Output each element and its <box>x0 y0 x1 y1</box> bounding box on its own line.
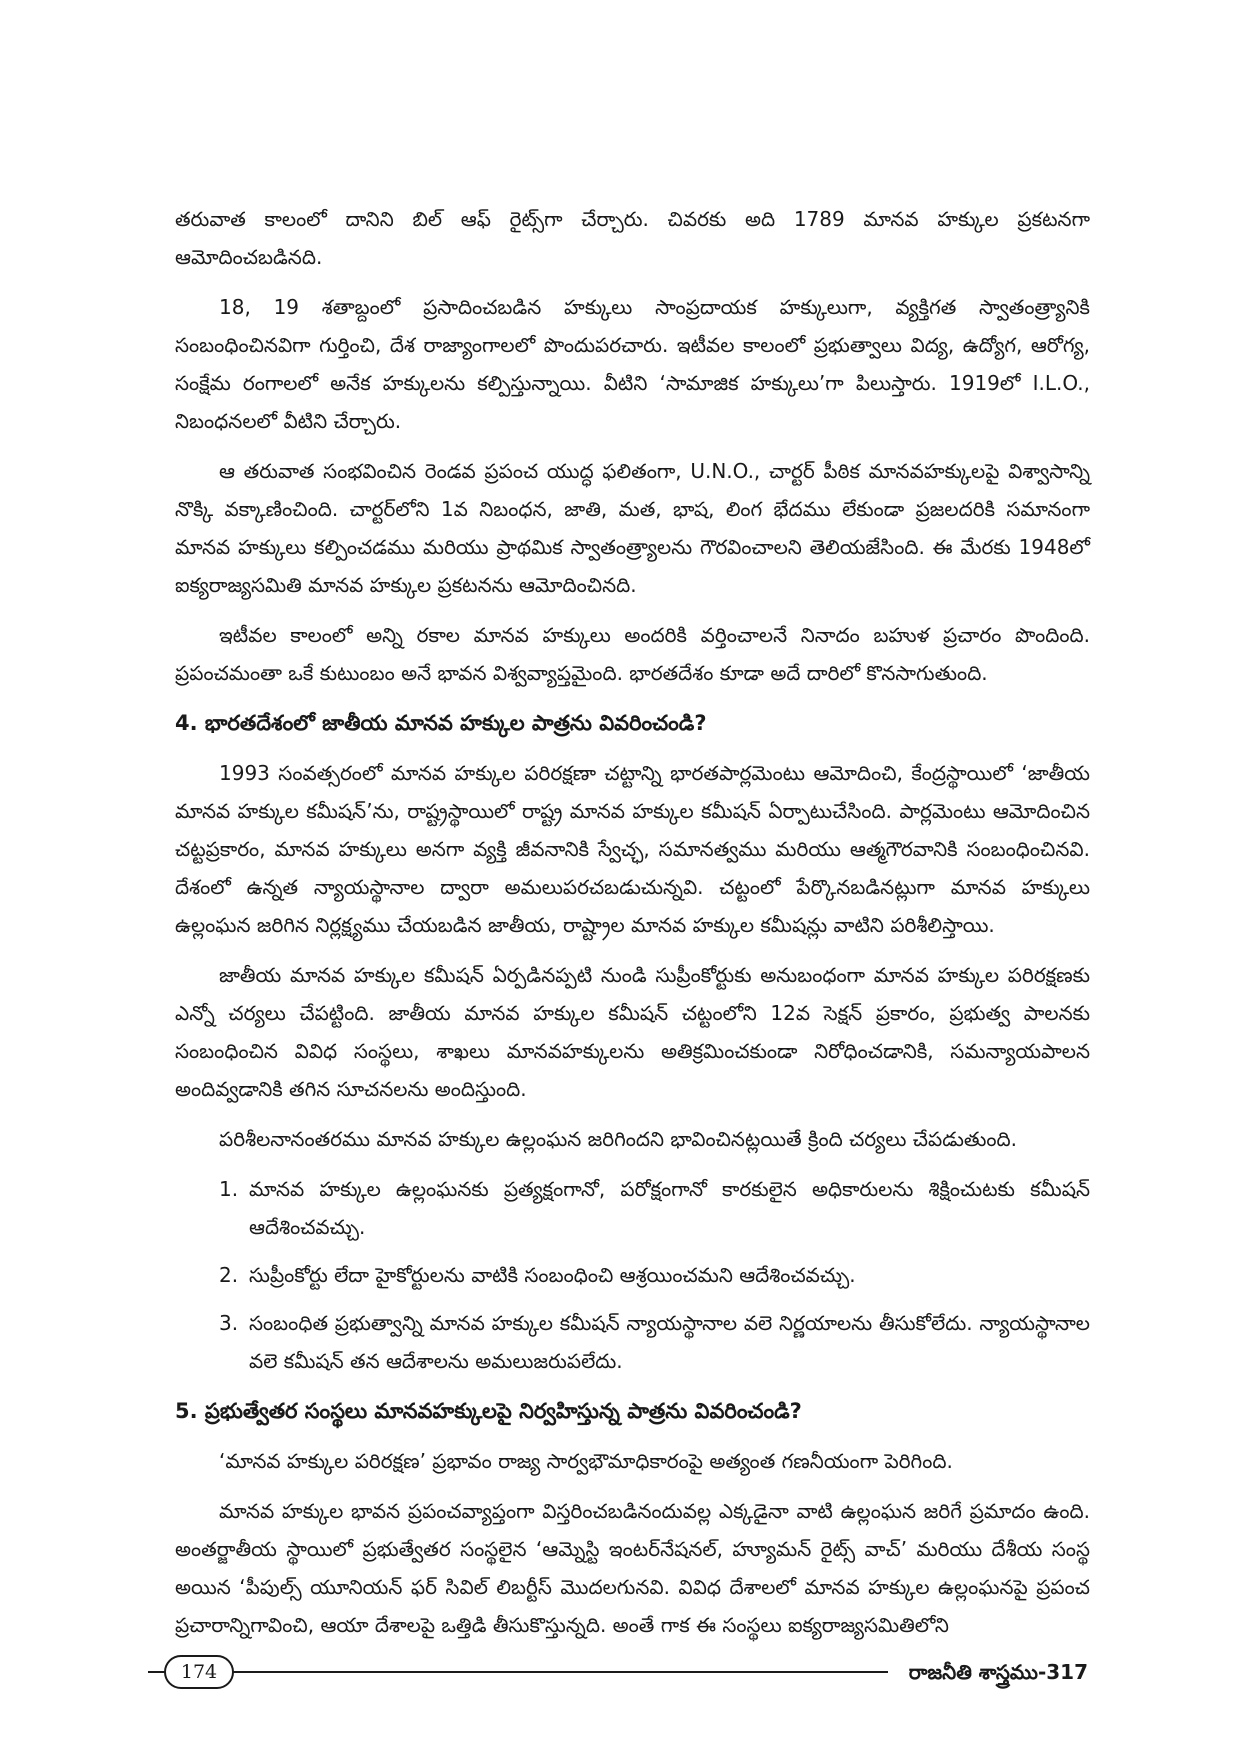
list-item <box>219 1170 1090 1246</box>
page-body <box>175 200 1090 1656</box>
list-item-text: మానవ హక్కుల ఉల్లంఘనకు ప్రత్యక్షంగానో, పరోక్షంగానో కారకులైన అధికారులను శిక్షించుటకు కమీషన్ ఆదేశించవచ్చు. <box>249 1177 1090 1239</box>
list-item-text: సుప్రీంకోర్టు లేదా హైకోర్టులను వాటికి సంబంధించి ఆశ్రయించమని ఆదేశించవచ్చు. <box>249 1263 856 1287</box>
paragraph: ‘మానవ హక్కుల పరిరక్షణ’ ప్రభావం రాజ్య సార్వభౌమాధికారంపై అత్యంత గణనీయంగా పెరిగింది. <box>219 1449 953 1473</box>
paragraph: ఆ తరువాత సంభవించిన రెండవ ప్రపంచ యుద్ధ ఫలితంగా, U.N.O., చార్టర్ పీఠిక మానవహక్కులపై విశ్వాసాన్ని నొక్కి వక్కాణించింది. చార్టర్‌లోని 1వ నిబంధన, జాతి, మత, భాష, లింగ భేదము లేకుండా ప్రజలదరికి సమానంగా మానవ హక్కులు కల్పించడము మరియు ప్రాథమిక స్వాతంత్ర్యాలను గౌరవించాలని తెలియజేసింది. ఈ మేరకు 1948లో ఐక్యరాజ్యసమితి మానవ హక్కుల ప్రకటనను ఆమోదించినది. <box>175 459 1090 597</box>
paragraph: జాతీయ మానవ హక్కుల కమీషన్ ఏర్పడినప్పటి నుండి సుప్రీంకోర్టుకు అనుబంధంగా మానవ హక్కుల పరిరక్షణకు ఎన్నో చర్యలు చేపట్టింది. జాతీయ మానవ హక్కుల కమీషన్ చట్టంలోని 12వ సెక్షన్ ప్రకారం, ప్రభుత్వ పాలనకు సంబంధించిన వివిధ సంస్థలు, శాఖలు మానవహక్కులను అతిక్రమించకుండా నిరోధించడానికి, సమన్యాయపాలన అందివ్వడానికి తగిన సూచనలను అందిస్తుంది. <box>175 963 1090 1101</box>
list-item <box>219 1304 1090 1380</box>
question-heading-5: 5. ప్రభుత్వేతర సంస్థలు మానవహక్కులపై నిర్వహిస్తున్న పాత్రను వివరించండి? <box>175 1399 802 1423</box>
list-number: 1. <box>219 1177 239 1201</box>
question-heading-4: 4. భారతదేశంలో జాతీయ మానవ హక్కుల పాత్రను వివరించండి? <box>175 711 707 735</box>
paragraph: పరిశీలనానంతరము మానవ హక్కుల ఉల్లంఘన జరిగిందని భావించినట్లయితే క్రింది చర్యలు చేపడుతుంది. <box>219 1127 1018 1151</box>
page-number: 174 <box>164 1655 234 1689</box>
paragraph: తరువాత కాలంలో దానిని బిల్ ఆఫ్ రైట్స్‌గా చేర్చారు. చివరకు అది 1789 మానవ హక్కుల ప్రకటనగా ఆమోదించబడినది. <box>175 207 1090 269</box>
paragraph: 18, 19 శతాబ్దంలో ప్రసాదించబడిన హక్కులు సాంప్రదాయక హక్కులుగా, వ్యక్తిగత స్వాతంత్ర్యానికి సంబంధించినవిగా గుర్తించి, దేశ రాజ్యాంగాలలో పొందుపరచారు. ఇటీవల కాలంలో ప్రభుత్వాలు విద్య, ఉద్యోగ, ఆరోగ్య, సంక్షేమ రంగాలలో అనేక హక్కులను కల్పిస్తున్నాయి. వీటిని ‘సామాజిక హక్కులు’గా పిలుస్తారు. 1919లో I.L.O., నిబంధనలలో వీటిని చేర్చారు. <box>175 295 1090 433</box>
list-item <box>219 1256 1090 1294</box>
list-number: 3. <box>219 1311 239 1335</box>
paragraph: 1993 సంవత్సరంలో మానవ హక్కుల పరిరక్షణా చట్టాన్ని భారతపార్లమెంటు ఆమోదించి, కేంద్రస్థాయిలో ‘జాతీయ మానవ హక్కుల కమీషన్’ను, రాష్ట్రస్థాయిలో రాష్ట్ర మానవ హక్కుల కమీషన్ ఏర్పాటుచేసింది. పార్లమెంటు ఆమోదించిన చట్టప్రకారం, మానవ హక్కులు అనగా వ్యక్తి జీవనానికి స్వేచ్ఛ, సమానత్వము మరియు ఆత్మగౌరవానికి సంబంధించినవి. దేశంలో ఉన్నత న్యాయస్థానాల ద్వారా అమలుపరచబడుచున్నవి. చట్టంలో పేర్కొనబడినట్లుగా మానవ హక్కులు ఉల్లంఘన జరిగిన నిర్లక్ష్యము చేయబడిన జాతీయ, రాష్ట్రాల మానవ హక్కుల కమీషన్లు వాటిని పరిశీలిస్తాయి. <box>175 761 1090 937</box>
paragraph: ఇటీవల కాలంలో అన్ని రకాల మానవ హక్కులు అందరికి వర్తించాలనే నినాదం బహుళ ప్రచారం పొందింది. ప్రపంచమంతా ఒకే కుటుంబం అనే భావన విశ్వవ్యాప్తమైంది. భారతదేశం కూడా అదే దారిలో కొనసాగుతుంది. <box>175 623 1090 685</box>
paragraph: మానవ హక్కుల భావన ప్రపంచవ్యాప్తంగా విస్తరించబడినందువల్ల ఎక్కడైనా వాటి ఉల్లంఘన జరిగే ప్రమాదం ఉంది. అంతర్జాతీయ స్థాయిలో ప్రభుత్వేతర సంస్థలైన ‘ఆమ్నెస్టి ఇంటర్‌నేషనల్, హ్యూమన్ రైట్స్ వాచ్’ మరియు దేశీయ సంస్థ అయిన ‘పీపుల్స్ యూనియన్ ఫర్ సివిల్ లిబర్టీస్ మొదలగునవి. వివిధ దేశాలలో మానవ హక్కుల ఉల్లంఘనపై ప్రపంచ ప్రచారాన్నిగావించి, ఆయా దేశాలపై ఒత్తిడి తీసుకొస్తున్నది. అంతే గాక ఈ సంస్థలు ఐక్యరాజ్యసమితిలోని <box>175 1499 1090 1637</box>
footer-rule <box>148 1671 888 1673</box>
list-item-text: సంబంధిత ప్రభుత్వాన్ని మానవ హక్కుల కమీషన్ న్యాయస్థానాల వలె నిర్ణయాలను తీసుకోలేదు. న్యాయస్థానాల వలె కమీషన్ తన ఆదేశాలను అమలుజరుపలేదు. <box>249 1311 1090 1373</box>
action-list <box>175 1170 1090 1380</box>
book-title: రాజనీతి శాస్త్రము-317 <box>908 1660 1088 1684</box>
page-footer <box>148 1652 1088 1692</box>
list-number: 2. <box>219 1263 239 1287</box>
